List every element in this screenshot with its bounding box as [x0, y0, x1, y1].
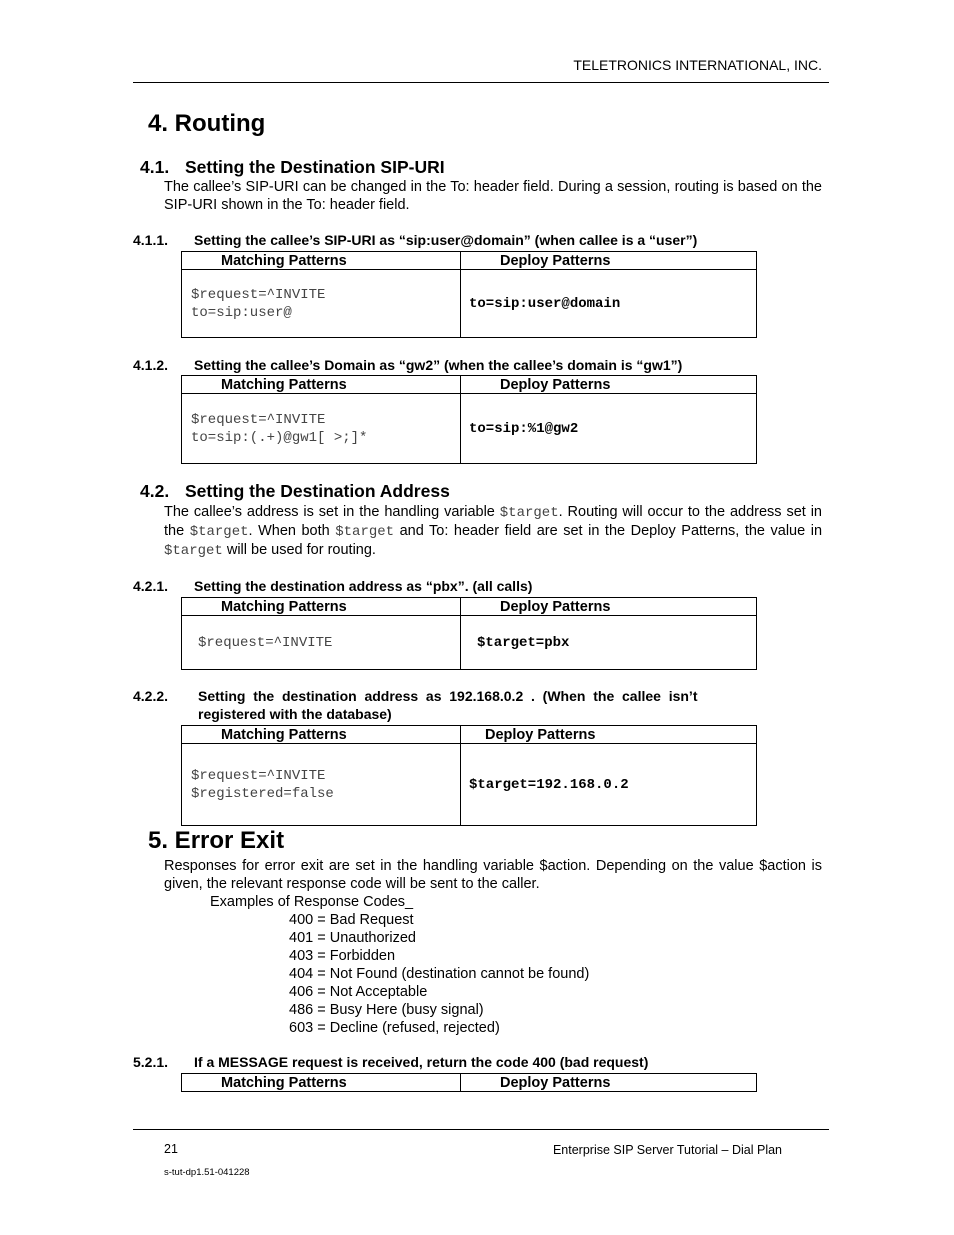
section-4-1-2-number: 4.1.2.	[133, 357, 169, 373]
para-text: . Routing will occur to the address set in the	[164, 504, 822, 539]
matching-pattern-line: $request=^INVITE	[191, 286, 326, 303]
response-code-item: 406 = Not Acceptable	[289, 984, 428, 1000]
section-5-2-1-heading	[133, 1054, 648, 1070]
section-4-1-2-title: Setting the callee’s Domain as “gw2” (when the callee’s domain is “gw1”)	[194, 357, 683, 373]
para-text: The callee’s address is set in the handling variable	[164, 504, 500, 520]
response-codes-list	[289, 911, 589, 1037]
target-variable: $target	[499, 505, 559, 521]
deploy-patterns-header: Deploy Patterns	[461, 598, 757, 616]
response-code-item: 401 = Unauthorized	[289, 930, 416, 946]
matching-patterns-header: Matching Patterns	[182, 376, 461, 394]
pattern-table-4-2-1	[181, 597, 757, 670]
para-text: will be used for routing.	[222, 542, 376, 558]
target-variable: $target	[335, 524, 395, 540]
matching-pattern-line: $request=^INVITE	[191, 767, 326, 784]
target-variable: $target	[164, 543, 223, 559]
section-4-2-1-heading	[133, 578, 532, 594]
matching-pattern-cell	[182, 744, 461, 826]
section-4-1-1-title: Setting the callee’s SIP-URI as “sip:user@domain” (when callee is a “user”)	[194, 232, 698, 248]
section-4-2-2-title-line1: Setting the destination address as 192.168.0.2 . (When the callee isn’t	[198, 688, 698, 704]
section-4-2-1-number: 4.2.1.	[133, 578, 169, 594]
section-5-2-1-title: If a MESSAGE request is received, return the code 400 (bad request)	[194, 1054, 649, 1070]
section-5-2-1-number: 5.2.1.	[133, 1054, 169, 1070]
footer-rule	[133, 1129, 829, 1130]
response-code-item: 403 = Forbidden	[289, 948, 396, 964]
pattern-table-4-1-2	[181, 375, 757, 464]
footer-doc-title: Enterprise SIP Server Tutorial – Dial Plan	[552, 1143, 782, 1157]
deploy-patterns-header: Deploy Patterns	[461, 1074, 757, 1092]
pattern-table-4-1-1	[181, 251, 757, 338]
header-company: TELETRONICS INTERNATIONAL, INC.	[573, 57, 822, 73]
pattern-table-4-2-2	[181, 725, 757, 826]
section-4-1-1-number: 4.1.1.	[133, 232, 169, 248]
section-4-2-number: 4.2.	[140, 481, 170, 501]
section-4-2-2-title-line2: registered with the database)	[198, 706, 392, 722]
response-code-item: 404 = Not Found (destination cannot be found)	[289, 966, 590, 982]
matching-pattern-line: $registered=false	[191, 785, 334, 802]
deploy-pattern-cell: $target=pbx	[461, 616, 757, 670]
matching-patterns-header: Matching Patterns	[182, 726, 461, 744]
section-4-1-number: 4.1.	[140, 157, 170, 177]
response-code-item: 400 = Bad Request	[289, 912, 414, 928]
deploy-pattern-cell: to=sip:%1@gw2	[461, 394, 757, 464]
matching-pattern-line: $request=^INVITE	[198, 634, 333, 651]
matching-patterns-header: Matching Patterns	[182, 1074, 461, 1092]
header-rule	[133, 82, 829, 83]
matching-pattern-line: to=sip:(.+)@gw1[ >;]*	[191, 429, 368, 446]
section-4-1-heading	[140, 157, 445, 178]
section-4-1-paragraph: The callee’s SIP-URI can be changed in the To: header field. During a session, routing is based on the SIP-URI shown in the To: header field.	[164, 179, 822, 213]
section-4-1-title: Setting the Destination SIP-URI	[185, 157, 445, 177]
deploy-pattern-cell: $target=192.168.0.2	[461, 744, 757, 826]
matching-patterns-header: Matching Patterns	[182, 598, 461, 616]
para-text: and To: header field are set in the Deploy Patterns, the value in	[394, 523, 823, 539]
matching-pattern-cell	[182, 394, 461, 464]
section-5-title: 5. Error Exit	[148, 827, 285, 854]
section-4-1-2-heading	[133, 357, 682, 373]
matching-pattern-line: to=sip:user@	[191, 304, 292, 321]
deploy-patterns-header: Deploy Patterns	[461, 376, 757, 394]
footer-doc-code: s-tut-dp1.51-041228	[164, 1167, 250, 1178]
response-code-item: 486 = Busy Here (busy signal)	[289, 1002, 484, 1018]
deploy-patterns-header: Deploy Patterns	[461, 726, 757, 744]
response-code-item: 603 = Decline (refused, rejected)	[289, 1020, 500, 1036]
page-number: 21	[164, 1142, 178, 1156]
examples-label: Examples of Response Codes_	[210, 894, 414, 910]
section-4-2-2-heading	[133, 688, 763, 722]
section-4-title: 4. Routing	[148, 110, 266, 137]
target-variable: $target	[189, 524, 249, 540]
deploy-pattern-cell: to=sip:user@domain	[461, 270, 757, 338]
matching-pattern-line: $request=^INVITE	[191, 411, 326, 428]
section-4-2-heading	[140, 481, 450, 502]
section-4-2-2-number: 4.2.2.	[133, 688, 169, 704]
pattern-table-5-2-1	[181, 1073, 757, 1092]
matching-pattern-cell	[182, 270, 461, 338]
section-4-2-title: Setting the Destination Address	[185, 481, 450, 501]
matching-patterns-header: Matching Patterns	[182, 252, 461, 270]
matching-pattern-cell	[182, 616, 461, 670]
section-5-paragraph: Responses for error exit are set in the handling variable $action. Depending on the value $action is given, the relevant response code will be sent to the caller.	[164, 858, 822, 892]
section-4-2-paragraph	[164, 503, 822, 560]
para-text: . When both	[248, 523, 336, 539]
deploy-patterns-header: Deploy Patterns	[461, 252, 757, 270]
section-4-2-1-title: Setting the destination address as “pbx”. (all calls)	[194, 578, 533, 594]
section-4-1-1-heading	[133, 232, 697, 248]
